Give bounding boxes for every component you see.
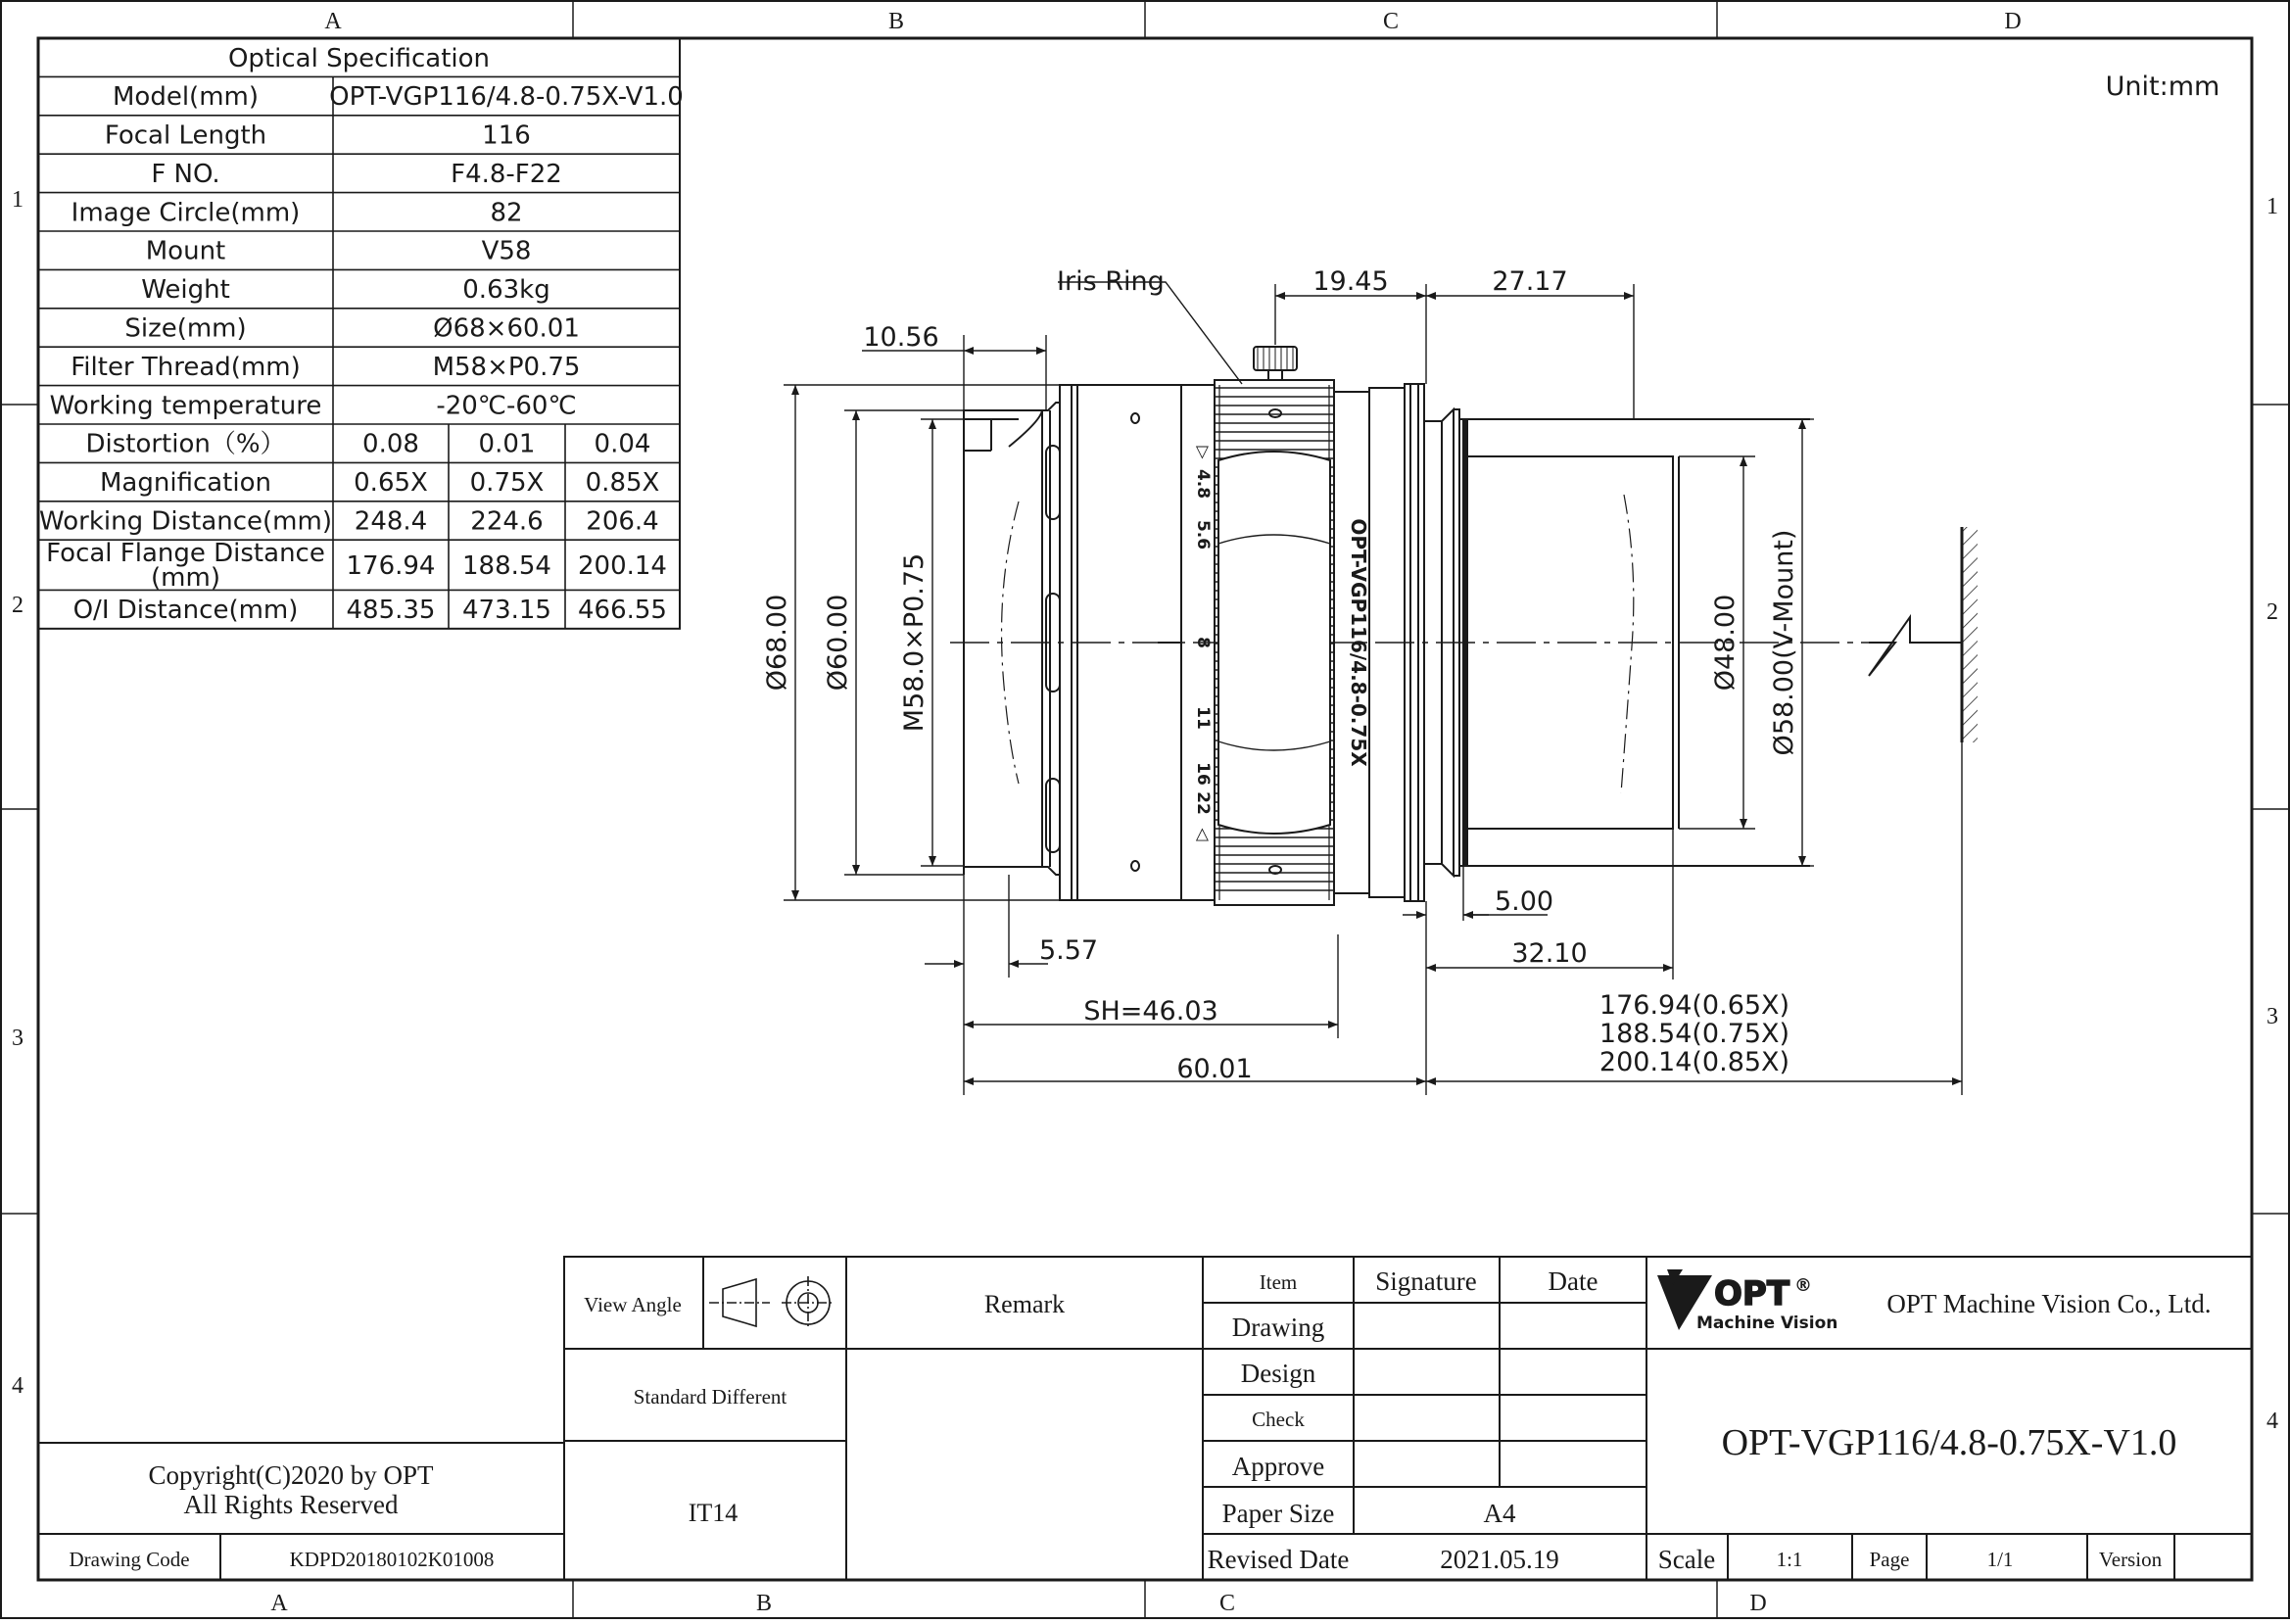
revised-date-value: 2021.05.19 (1440, 1545, 1559, 1574)
dim-dia-48: Ø48.00 (1710, 594, 1741, 692)
dim-flange-065: 176.94(0.65X) (1598, 990, 1790, 1021)
page-value: 1/1 (1986, 1548, 2014, 1571)
opt-logo (1657, 1269, 1837, 1333)
spec-row-value: V58 (481, 236, 532, 266)
svg-text:◁: ◁ (1193, 828, 1213, 841)
drawing-model: OPT-VGP116/4.8-0.75X-V1.0 (1721, 1422, 2177, 1463)
dim-dia-60: Ø60.00 (823, 594, 853, 692)
svg-text:▷: ▷ (1193, 446, 1213, 459)
standard-different-label: Standard Different (633, 1385, 787, 1409)
zone-row-left-1: 1 (12, 187, 24, 213)
spec-row-value: OPT-VGP116/4.8-0.75X-V1.0 (329, 82, 684, 113)
signature-header: Signature (1375, 1266, 1477, 1296)
zone-col-bottom-c: C (1218, 1591, 1236, 1616)
lens-front-section (964, 403, 1060, 875)
spec-row-label: Weight (141, 275, 230, 306)
copyright-line-1: Copyright(C)2020 by OPT (148, 1460, 434, 1490)
item-header: Item (1259, 1270, 1298, 1294)
dim-flange-085: 200.14(0.85X) (1598, 1047, 1790, 1077)
tolerance-grade: IT14 (688, 1499, 739, 1527)
title-block-text (69, 1266, 2211, 1574)
spec-row-value: 248.4 (354, 506, 428, 537)
spec-row-label: Working temperature (49, 391, 322, 421)
spec-row-label: O/I Distance(mm) (72, 596, 299, 626)
spec-row-label: Working Distance(mm) (39, 506, 332, 537)
spec-row-label: Mount (145, 236, 226, 266)
iris-knob (1254, 347, 1297, 380)
spec-row-value: 0.08 (362, 429, 419, 459)
zone-col-top-a: A (324, 9, 342, 34)
spec-row-label: Image Circle(mm) (71, 198, 301, 228)
spec-row-label: F NO. (151, 159, 220, 189)
scale-mark-11: 11 (1193, 706, 1213, 730)
spec-row-value: 82 (490, 198, 523, 228)
spec-row-value: 116 (482, 120, 531, 151)
spec-row-value: 224.6 (470, 506, 544, 537)
spec-row-label: Distortion（%） (85, 429, 286, 459)
spec-row-label: Model(mm) (112, 82, 260, 113)
spec-row-value: 0.04 (594, 429, 651, 459)
spec-row-value: -20℃-60℃ (436, 391, 577, 421)
company-name: OPT Machine Vision Co., Ltd. (1886, 1289, 2212, 1318)
spec-row-label: Filter Thread(mm) (71, 352, 301, 382)
lens-engraving: OPT-VGP116/4.8-0.75X (1347, 518, 1370, 767)
spec-row-label: Magnification (100, 468, 271, 499)
dim-5-57: 5.57 (1038, 935, 1099, 966)
spec-row-value: M58×P0.75 (432, 352, 581, 382)
dim-10-56: 10.56 (863, 322, 939, 353)
zone-row-left-3: 3 (12, 1026, 24, 1051)
spec-row-label: (mm) (151, 563, 220, 594)
scale-mark-4-8: 4.8 (1193, 468, 1213, 500)
spec-row-value: F4.8-F22 (451, 159, 562, 189)
dim-27-17: 27.17 (1492, 266, 1568, 297)
spec-row-value: 200.14 (578, 550, 667, 581)
zone-col-top-c: C (1382, 9, 1400, 34)
logo-subtitle: Machine Vision (1696, 1314, 1838, 1333)
remark-label: Remark (983, 1290, 1066, 1318)
dim-60-01: 60.01 (1176, 1054, 1253, 1084)
spec-row-value: 473.15 (462, 596, 551, 626)
zone-row-right-1: 1 (2266, 194, 2278, 219)
dim-5-00: 5.00 (1494, 886, 1554, 917)
unit-label: Unit:mm (2105, 72, 2220, 102)
copyright-line-2: All Rights Reserved (183, 1490, 399, 1519)
dim-dia-58-vmount: Ø58.00(V-Mount) (1769, 529, 1799, 756)
version-label: Version (2098, 1548, 2163, 1571)
spec-row-value: Ø68×60.01 (433, 313, 580, 344)
spec-row-value: 0.75X (469, 468, 545, 499)
dim-flange-075: 188.54(0.75X) (1598, 1019, 1790, 1049)
logo-registered-mark: ® (1794, 1275, 1812, 1296)
spec-row-label: Focal Length (104, 120, 267, 151)
frame-zone-labels (12, 9, 2278, 1616)
logo-text: OPT (1714, 1274, 1790, 1314)
paper-size-value: A4 (1483, 1499, 1516, 1528)
spec-row-value: 466.55 (578, 596, 667, 626)
spec-row-value: 485.35 (346, 596, 436, 626)
drawing-code-value: KDPD20180102K01008 (289, 1548, 495, 1571)
image-plane (1869, 527, 1978, 742)
spec-table-title: Optical Specification (227, 44, 491, 73)
page-label: Page (1869, 1548, 1910, 1571)
scale-label: Scale (1657, 1545, 1716, 1574)
scale-mark-16: 16 (1193, 762, 1213, 786)
lens-drawing (950, 347, 1895, 905)
dim-thread-m58: M58.0×P0.75 (899, 552, 930, 733)
zone-row-left-4: 4 (12, 1373, 24, 1399)
iris-ring-label: Iris Ring (1057, 266, 1165, 297)
row-check: Check (1252, 1408, 1305, 1431)
row-drawing: Drawing (1231, 1313, 1325, 1342)
row-design: Design (1240, 1359, 1316, 1388)
optical-spec-table (38, 38, 684, 629)
scale-mark-5-6: 5.6 (1193, 519, 1213, 550)
zone-col-top-d: D (2004, 9, 2022, 34)
spec-row-value: 0.01 (478, 429, 536, 459)
spec-row-value: 0.65X (354, 468, 428, 499)
spec-row-value: 0.63kg (462, 275, 550, 306)
scale-mark-22: 22 (1193, 791, 1213, 815)
zone-row-right-2: 2 (2266, 599, 2278, 625)
view-angle-label: View Angle (584, 1293, 682, 1316)
date-header: Date (1548, 1266, 1598, 1296)
dim-sh: SH=46.03 (1083, 996, 1218, 1027)
zone-col-bottom-d: D (1749, 1591, 1767, 1616)
spec-row-label: Focal Flange Distance (46, 539, 325, 569)
drawing-code-label: Drawing Code (69, 1548, 190, 1571)
dim-19-45: 19.45 (1312, 266, 1389, 297)
dim-dia-68: Ø68.00 (762, 594, 792, 692)
iris-ring (1215, 380, 1334, 905)
zone-col-top-b: B (887, 9, 905, 34)
spec-row-label: Size(mm) (124, 313, 247, 344)
sheet-frame (1, 1, 2289, 1618)
zone-row-left-2: 2 (12, 593, 24, 618)
zone-row-right-3: 3 (2266, 1004, 2278, 1029)
zone-col-bottom-b: B (755, 1591, 773, 1616)
zone-row-right-4: 4 (2266, 1409, 2278, 1434)
dim-32-10: 32.10 (1511, 938, 1588, 969)
aperture-scale (1193, 446, 1213, 841)
spec-row-value: 188.54 (462, 550, 551, 581)
spec-row-value: 176.94 (346, 550, 436, 581)
zone-col-bottom-a: A (270, 1591, 288, 1616)
scale-value: 1:1 (1776, 1548, 1803, 1571)
row-approve: Approve (1231, 1452, 1325, 1481)
projection-angle-icon (709, 1276, 835, 1329)
scale-mark-8: 8 (1193, 637, 1213, 648)
paper-size-label: Paper Size (1221, 1499, 1335, 1528)
spec-row-value: 0.85X (585, 468, 660, 499)
spec-row-value: 206.4 (586, 506, 659, 537)
revised-date-label: Revised Date (1207, 1545, 1350, 1574)
